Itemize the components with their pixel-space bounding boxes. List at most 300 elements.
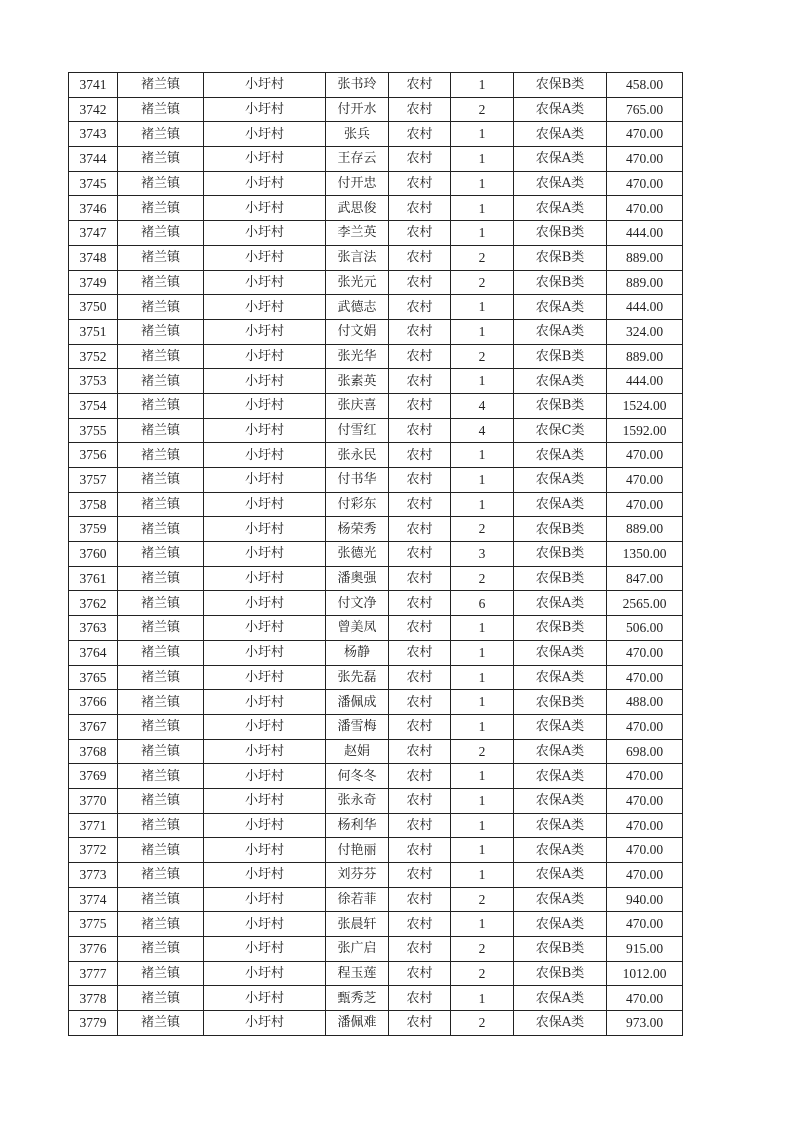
category-cell: 农村 <box>389 937 451 962</box>
category-cell: 农村 <box>389 393 451 418</box>
amount-cell: 470.00 <box>607 492 683 517</box>
household-count-cell: 1 <box>451 221 514 246</box>
household-count-cell: 1 <box>451 640 514 665</box>
table-row <box>69 517 683 542</box>
serial-number-cell: 3764 <box>69 640 118 665</box>
village-cell: 小圩村 <box>204 665 326 690</box>
category-cell: 农村 <box>389 196 451 221</box>
amount-cell: 765.00 <box>607 97 683 122</box>
table-row <box>69 665 683 690</box>
table-row <box>69 196 683 221</box>
town-cell: 褚兰镇 <box>118 937 204 962</box>
household-count-cell: 2 <box>451 344 514 369</box>
town-cell: 褚兰镇 <box>118 443 204 468</box>
amount-cell: 506.00 <box>607 616 683 641</box>
household-count-cell: 1 <box>451 813 514 838</box>
table-row <box>69 591 683 616</box>
table-row <box>69 147 683 172</box>
category-cell: 农村 <box>389 863 451 888</box>
serial-number-cell: 3748 <box>69 245 118 270</box>
serial-number-cell: 3778 <box>69 986 118 1011</box>
town-cell: 褚兰镇 <box>118 739 204 764</box>
town-cell: 褚兰镇 <box>118 616 204 641</box>
household-count-cell: 3 <box>451 542 514 567</box>
household-count-cell: 1 <box>451 122 514 147</box>
name-cell: 杨利华 <box>326 813 389 838</box>
village-cell: 小圩村 <box>204 369 326 394</box>
village-cell: 小圩村 <box>204 566 326 591</box>
town-cell: 褚兰镇 <box>118 97 204 122</box>
category-cell: 农村 <box>389 714 451 739</box>
village-cell: 小圩村 <box>204 319 326 344</box>
village-cell: 小圩村 <box>204 887 326 912</box>
insurance-type-cell: 农保B类 <box>514 221 607 246</box>
category-cell: 农村 <box>389 147 451 172</box>
town-cell: 褚兰镇 <box>118 566 204 591</box>
table-row <box>69 443 683 468</box>
town-cell: 褚兰镇 <box>118 122 204 147</box>
insurance-type-cell: 农保B类 <box>514 517 607 542</box>
village-cell: 小圩村 <box>204 616 326 641</box>
village-cell: 小圩村 <box>204 196 326 221</box>
serial-number-cell: 3743 <box>69 122 118 147</box>
category-cell: 农村 <box>389 616 451 641</box>
amount-cell: 470.00 <box>607 764 683 789</box>
village-cell: 小圩村 <box>204 690 326 715</box>
household-count-cell: 1 <box>451 468 514 493</box>
insurance-type-cell: 农保B类 <box>514 616 607 641</box>
serial-number-cell: 3741 <box>69 73 118 98</box>
village-cell: 小圩村 <box>204 443 326 468</box>
name-cell: 李兰英 <box>326 221 389 246</box>
category-cell: 农村 <box>389 171 451 196</box>
amount-cell: 470.00 <box>607 665 683 690</box>
table-row <box>69 887 683 912</box>
household-count-cell: 2 <box>451 739 514 764</box>
amount-cell: 1350.00 <box>607 542 683 567</box>
table-row <box>69 295 683 320</box>
village-cell: 小圩村 <box>204 764 326 789</box>
table-row <box>69 344 683 369</box>
table-row <box>69 418 683 443</box>
category-cell: 农村 <box>389 542 451 567</box>
name-cell: 付书华 <box>326 468 389 493</box>
category-cell: 农村 <box>389 221 451 246</box>
village-cell: 小圩村 <box>204 640 326 665</box>
town-cell: 褚兰镇 <box>118 492 204 517</box>
serial-number-cell: 3755 <box>69 418 118 443</box>
serial-number-cell: 3767 <box>69 714 118 739</box>
insurance-type-cell: 农保A类 <box>514 295 607 320</box>
serial-number-cell: 3774 <box>69 887 118 912</box>
amount-cell: 1524.00 <box>607 393 683 418</box>
town-cell: 褚兰镇 <box>118 270 204 295</box>
category-cell: 农村 <box>389 295 451 320</box>
table-row <box>69 270 683 295</box>
village-cell: 小圩村 <box>204 147 326 172</box>
household-count-cell: 2 <box>451 887 514 912</box>
name-cell: 徐若菲 <box>326 887 389 912</box>
amount-cell: 470.00 <box>607 122 683 147</box>
name-cell: 刘芬芬 <box>326 863 389 888</box>
household-count-cell: 2 <box>451 517 514 542</box>
town-cell: 褚兰镇 <box>118 295 204 320</box>
table-row <box>69 369 683 394</box>
insurance-type-cell: 农保C类 <box>514 418 607 443</box>
category-cell: 农村 <box>389 566 451 591</box>
serial-number-cell: 3749 <box>69 270 118 295</box>
name-cell: 杨荣秀 <box>326 517 389 542</box>
insurance-type-cell: 农保A类 <box>514 196 607 221</box>
amount-cell: 847.00 <box>607 566 683 591</box>
table-row <box>69 468 683 493</box>
insurance-type-cell: 农保A类 <box>514 665 607 690</box>
amount-cell: 470.00 <box>607 147 683 172</box>
insurance-type-cell: 农保A类 <box>514 912 607 937</box>
name-cell: 张永民 <box>326 443 389 468</box>
town-cell: 褚兰镇 <box>118 788 204 813</box>
insurance-type-cell: 农保A类 <box>514 1011 607 1036</box>
village-cell: 小圩村 <box>204 838 326 863</box>
village-cell: 小圩村 <box>204 591 326 616</box>
insurance-type-cell: 农保A类 <box>514 443 607 468</box>
name-cell: 武德志 <box>326 295 389 320</box>
amount-cell: 470.00 <box>607 838 683 863</box>
amount-cell: 470.00 <box>607 912 683 937</box>
serial-number-cell: 3744 <box>69 147 118 172</box>
town-cell: 褚兰镇 <box>118 196 204 221</box>
name-cell: 付文娟 <box>326 319 389 344</box>
household-count-cell: 2 <box>451 566 514 591</box>
serial-number-cell: 3770 <box>69 788 118 813</box>
category-cell: 农村 <box>389 73 451 98</box>
amount-cell: 470.00 <box>607 443 683 468</box>
serial-number-cell: 3751 <box>69 319 118 344</box>
name-cell: 张晨轩 <box>326 912 389 937</box>
category-cell: 农村 <box>389 344 451 369</box>
serial-number-cell: 3765 <box>69 665 118 690</box>
village-cell: 小圩村 <box>204 418 326 443</box>
category-cell: 农村 <box>389 319 451 344</box>
category-cell: 农村 <box>389 665 451 690</box>
insurance-type-cell: 农保A类 <box>514 813 607 838</box>
village-cell: 小圩村 <box>204 788 326 813</box>
category-cell: 农村 <box>389 443 451 468</box>
category-cell: 农村 <box>389 369 451 394</box>
records-table <box>68 72 683 1036</box>
name-cell: 张光元 <box>326 270 389 295</box>
town-cell: 褚兰镇 <box>118 912 204 937</box>
amount-cell: 324.00 <box>607 319 683 344</box>
category-cell: 农村 <box>389 468 451 493</box>
name-cell: 付雪红 <box>326 418 389 443</box>
village-cell: 小圩村 <box>204 344 326 369</box>
amount-cell: 470.00 <box>607 788 683 813</box>
name-cell: 张书玲 <box>326 73 389 98</box>
category-cell: 农村 <box>389 986 451 1011</box>
insurance-type-cell: 农保A类 <box>514 97 607 122</box>
village-cell: 小圩村 <box>204 295 326 320</box>
village-cell: 小圩村 <box>204 517 326 542</box>
insurance-type-cell: 农保A类 <box>514 764 607 789</box>
category-cell: 农村 <box>389 887 451 912</box>
amount-cell: 470.00 <box>607 640 683 665</box>
household-count-cell: 1 <box>451 73 514 98</box>
category-cell: 农村 <box>389 764 451 789</box>
amount-cell: 488.00 <box>607 690 683 715</box>
household-count-cell: 1 <box>451 171 514 196</box>
household-count-cell: 4 <box>451 418 514 443</box>
town-cell: 褚兰镇 <box>118 1011 204 1036</box>
insurance-type-cell: 农保A类 <box>514 838 607 863</box>
name-cell: 潘佩成 <box>326 690 389 715</box>
insurance-type-cell: 农保B类 <box>514 393 607 418</box>
town-cell: 褚兰镇 <box>118 369 204 394</box>
table-row <box>69 813 683 838</box>
table-row <box>69 171 683 196</box>
serial-number-cell: 3746 <box>69 196 118 221</box>
village-cell: 小圩村 <box>204 221 326 246</box>
village-cell: 小圩村 <box>204 813 326 838</box>
insurance-type-cell: 农保A类 <box>514 863 607 888</box>
serial-number-cell: 3756 <box>69 443 118 468</box>
town-cell: 褚兰镇 <box>118 764 204 789</box>
serial-number-cell: 3760 <box>69 542 118 567</box>
serial-number-cell: 3742 <box>69 97 118 122</box>
village-cell: 小圩村 <box>204 73 326 98</box>
name-cell: 杨静 <box>326 640 389 665</box>
town-cell: 褚兰镇 <box>118 863 204 888</box>
village-cell: 小圩村 <box>204 912 326 937</box>
insurance-type-cell: 农保B类 <box>514 270 607 295</box>
category-cell: 农村 <box>389 492 451 517</box>
name-cell: 潘奥强 <box>326 566 389 591</box>
serial-number-cell: 3758 <box>69 492 118 517</box>
town-cell: 褚兰镇 <box>118 986 204 1011</box>
amount-cell: 470.00 <box>607 171 683 196</box>
table-row <box>69 640 683 665</box>
name-cell: 张光华 <box>326 344 389 369</box>
amount-cell: 2565.00 <box>607 591 683 616</box>
insurance-type-cell: 农保B类 <box>514 344 607 369</box>
village-cell: 小圩村 <box>204 270 326 295</box>
name-cell: 何冬冬 <box>326 764 389 789</box>
village-cell: 小圩村 <box>204 97 326 122</box>
serial-number-cell: 3776 <box>69 937 118 962</box>
insurance-type-cell: 农保A类 <box>514 640 607 665</box>
town-cell: 褚兰镇 <box>118 344 204 369</box>
town-cell: 褚兰镇 <box>118 517 204 542</box>
town-cell: 褚兰镇 <box>118 319 204 344</box>
household-count-cell: 1 <box>451 443 514 468</box>
household-count-cell: 1 <box>451 788 514 813</box>
insurance-type-cell: 农保B类 <box>514 937 607 962</box>
category-cell: 农村 <box>389 122 451 147</box>
table-row <box>69 221 683 246</box>
village-cell: 小圩村 <box>204 542 326 567</box>
name-cell: 付开水 <box>326 97 389 122</box>
amount-cell: 470.00 <box>607 863 683 888</box>
town-cell: 褚兰镇 <box>118 542 204 567</box>
serial-number-cell: 3761 <box>69 566 118 591</box>
category-cell: 农村 <box>389 739 451 764</box>
insurance-type-cell: 农保A类 <box>514 887 607 912</box>
insurance-type-cell: 农保B类 <box>514 245 607 270</box>
name-cell: 赵娟 <box>326 739 389 764</box>
insurance-type-cell: 农保A类 <box>514 369 607 394</box>
insurance-type-cell: 农保B类 <box>514 73 607 98</box>
table-row <box>69 245 683 270</box>
village-cell: 小圩村 <box>204 492 326 517</box>
category-cell: 农村 <box>389 838 451 863</box>
category-cell: 农村 <box>389 591 451 616</box>
insurance-type-cell: 农保B类 <box>514 542 607 567</box>
household-count-cell: 2 <box>451 961 514 986</box>
serial-number-cell: 3766 <box>69 690 118 715</box>
category-cell: 农村 <box>389 418 451 443</box>
amount-cell: 973.00 <box>607 1011 683 1036</box>
town-cell: 褚兰镇 <box>118 640 204 665</box>
town-cell: 褚兰镇 <box>118 221 204 246</box>
serial-number-cell: 3777 <box>69 961 118 986</box>
insurance-type-cell: 农保B类 <box>514 690 607 715</box>
insurance-type-cell: 农保A类 <box>514 739 607 764</box>
household-count-cell: 1 <box>451 665 514 690</box>
serial-number-cell: 3752 <box>69 344 118 369</box>
serial-number-cell: 3763 <box>69 616 118 641</box>
category-cell: 农村 <box>389 640 451 665</box>
household-count-cell: 2 <box>451 245 514 270</box>
serial-number-cell: 3745 <box>69 171 118 196</box>
insurance-type-cell: 农保A类 <box>514 591 607 616</box>
name-cell: 付文净 <box>326 591 389 616</box>
insurance-type-cell: 农保B类 <box>514 961 607 986</box>
amount-cell: 470.00 <box>607 813 683 838</box>
category-cell: 农村 <box>389 517 451 542</box>
table-row <box>69 393 683 418</box>
table-row <box>69 122 683 147</box>
household-count-cell: 1 <box>451 492 514 517</box>
town-cell: 褚兰镇 <box>118 418 204 443</box>
name-cell: 张兵 <box>326 122 389 147</box>
town-cell: 褚兰镇 <box>118 393 204 418</box>
household-count-cell: 1 <box>451 764 514 789</box>
serial-number-cell: 3775 <box>69 912 118 937</box>
name-cell: 王存云 <box>326 147 389 172</box>
amount-cell: 1012.00 <box>607 961 683 986</box>
insurance-type-cell: 农保A类 <box>514 171 607 196</box>
village-cell: 小圩村 <box>204 1011 326 1036</box>
name-cell: 张先磊 <box>326 665 389 690</box>
name-cell: 潘雪梅 <box>326 714 389 739</box>
town-cell: 褚兰镇 <box>118 813 204 838</box>
name-cell: 张庆喜 <box>326 393 389 418</box>
category-cell: 农村 <box>389 97 451 122</box>
name-cell: 曾美凤 <box>326 616 389 641</box>
amount-cell: 889.00 <box>607 344 683 369</box>
household-count-cell: 2 <box>451 1011 514 1036</box>
household-count-cell: 1 <box>451 838 514 863</box>
table-row <box>69 1011 683 1036</box>
town-cell: 褚兰镇 <box>118 887 204 912</box>
table-row <box>69 788 683 813</box>
insurance-type-cell: 农保A类 <box>514 468 607 493</box>
name-cell: 张德光 <box>326 542 389 567</box>
serial-number-cell: 3762 <box>69 591 118 616</box>
town-cell: 褚兰镇 <box>118 714 204 739</box>
town-cell: 褚兰镇 <box>118 591 204 616</box>
category-cell: 农村 <box>389 813 451 838</box>
household-count-cell: 1 <box>451 319 514 344</box>
household-count-cell: 1 <box>451 196 514 221</box>
serial-number-cell: 3768 <box>69 739 118 764</box>
insurance-type-cell: 农保A类 <box>514 714 607 739</box>
table-row <box>69 73 683 98</box>
table-row <box>69 739 683 764</box>
name-cell: 张广启 <box>326 937 389 962</box>
household-count-cell: 6 <box>451 591 514 616</box>
table-row <box>69 863 683 888</box>
table-row <box>69 838 683 863</box>
household-count-cell: 1 <box>451 714 514 739</box>
amount-cell: 470.00 <box>607 196 683 221</box>
household-count-cell: 2 <box>451 270 514 295</box>
serial-number-cell: 3753 <box>69 369 118 394</box>
table-row <box>69 542 683 567</box>
insurance-type-cell: 农保A类 <box>514 492 607 517</box>
table-body <box>69 73 683 1036</box>
village-cell: 小圩村 <box>204 393 326 418</box>
table-row <box>69 97 683 122</box>
town-cell: 褚兰镇 <box>118 468 204 493</box>
name-cell: 武思俊 <box>326 196 389 221</box>
household-count-cell: 2 <box>451 937 514 962</box>
village-cell: 小圩村 <box>204 171 326 196</box>
amount-cell: 444.00 <box>607 221 683 246</box>
table-row <box>69 319 683 344</box>
village-cell: 小圩村 <box>204 937 326 962</box>
town-cell: 褚兰镇 <box>118 690 204 715</box>
amount-cell: 698.00 <box>607 739 683 764</box>
table-row <box>69 912 683 937</box>
serial-number-cell: 3754 <box>69 393 118 418</box>
amount-cell: 1592.00 <box>607 418 683 443</box>
village-cell: 小圩村 <box>204 714 326 739</box>
serial-number-cell: 3757 <box>69 468 118 493</box>
village-cell: 小圩村 <box>204 863 326 888</box>
table-row <box>69 986 683 1011</box>
village-cell: 小圩村 <box>204 245 326 270</box>
table-row <box>69 566 683 591</box>
table-row <box>69 961 683 986</box>
serial-number-cell: 3750 <box>69 295 118 320</box>
name-cell: 甄秀芝 <box>326 986 389 1011</box>
amount-cell: 470.00 <box>607 468 683 493</box>
name-cell: 张言法 <box>326 245 389 270</box>
insurance-type-cell: 农保A类 <box>514 147 607 172</box>
name-cell: 付开忠 <box>326 171 389 196</box>
category-cell: 农村 <box>389 1011 451 1036</box>
amount-cell: 889.00 <box>607 517 683 542</box>
village-cell: 小圩村 <box>204 122 326 147</box>
serial-number-cell: 3759 <box>69 517 118 542</box>
town-cell: 褚兰镇 <box>118 73 204 98</box>
household-count-cell: 1 <box>451 863 514 888</box>
village-cell: 小圩村 <box>204 986 326 1011</box>
insurance-type-cell: 农保B类 <box>514 566 607 591</box>
table-row <box>69 616 683 641</box>
category-cell: 农村 <box>389 245 451 270</box>
